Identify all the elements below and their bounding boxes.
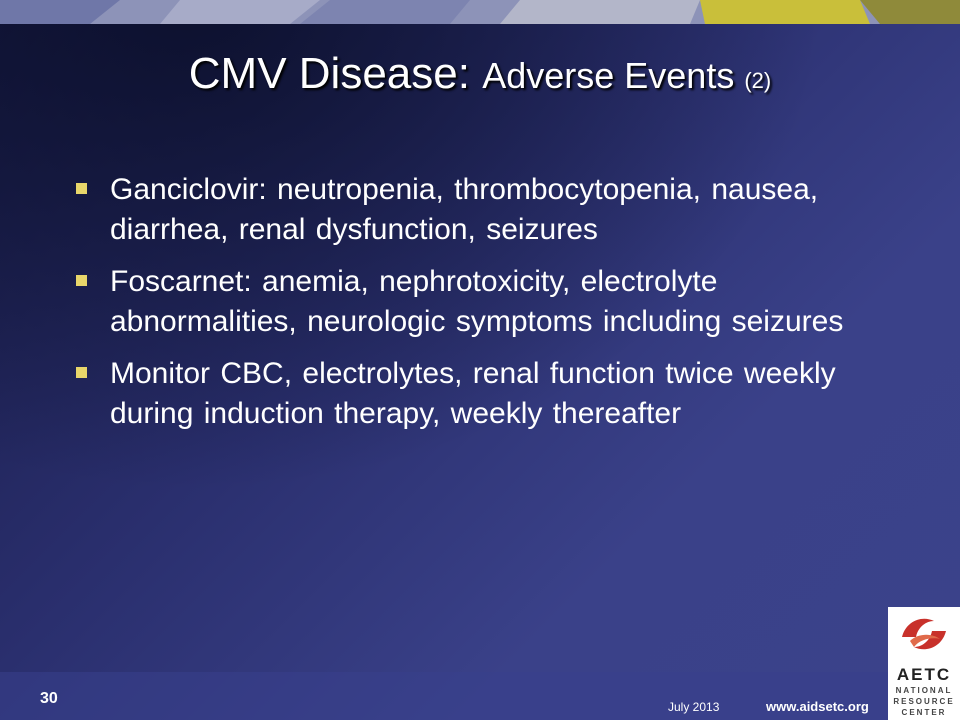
square-bullet-icon bbox=[76, 183, 87, 194]
bullet-item bbox=[72, 262, 882, 342]
slide-number: 30 bbox=[40, 690, 58, 707]
title-main: CMV Disease: bbox=[188, 49, 483, 98]
bullet-list bbox=[72, 170, 882, 446]
footer-url[interactable]: www.aidsetc.org bbox=[766, 699, 869, 714]
logo-line-center: CENTER bbox=[901, 708, 947, 717]
bullet-text: Monitor CBC, electrolytes, renal function twice weekly during induction therapy, weekly thereafter bbox=[110, 357, 836, 430]
logo-title: AETC bbox=[896, 665, 952, 684]
bullet-item bbox=[72, 170, 882, 250]
footer-date: July 2013 bbox=[668, 700, 720, 714]
bullet-text: Ganciclovir: neutropenia, thrombocytopenia, nausea, diarrhea, renal dysfunction, seizures bbox=[110, 173, 819, 246]
logo-line-national: NATIONAL bbox=[895, 686, 953, 695]
aetc-logo-mark-icon bbox=[888, 607, 960, 663]
top-decorative-band bbox=[0, 0, 960, 24]
slide-title bbox=[0, 46, 960, 109]
title-subtitle: Adverse Events bbox=[482, 55, 745, 96]
logo-line-resource: RESOURCE bbox=[893, 697, 955, 706]
square-bullet-icon bbox=[76, 367, 87, 378]
title-part-number: (2) bbox=[744, 68, 772, 93]
bullet-text: Foscarnet: anemia, nephrotoxicity, electrolyte abnormalities, neurologic symptoms including seizures bbox=[110, 265, 844, 338]
square-bullet-icon bbox=[76, 275, 87, 286]
aetc-logo bbox=[888, 607, 960, 720]
bullet-item bbox=[72, 354, 882, 434]
